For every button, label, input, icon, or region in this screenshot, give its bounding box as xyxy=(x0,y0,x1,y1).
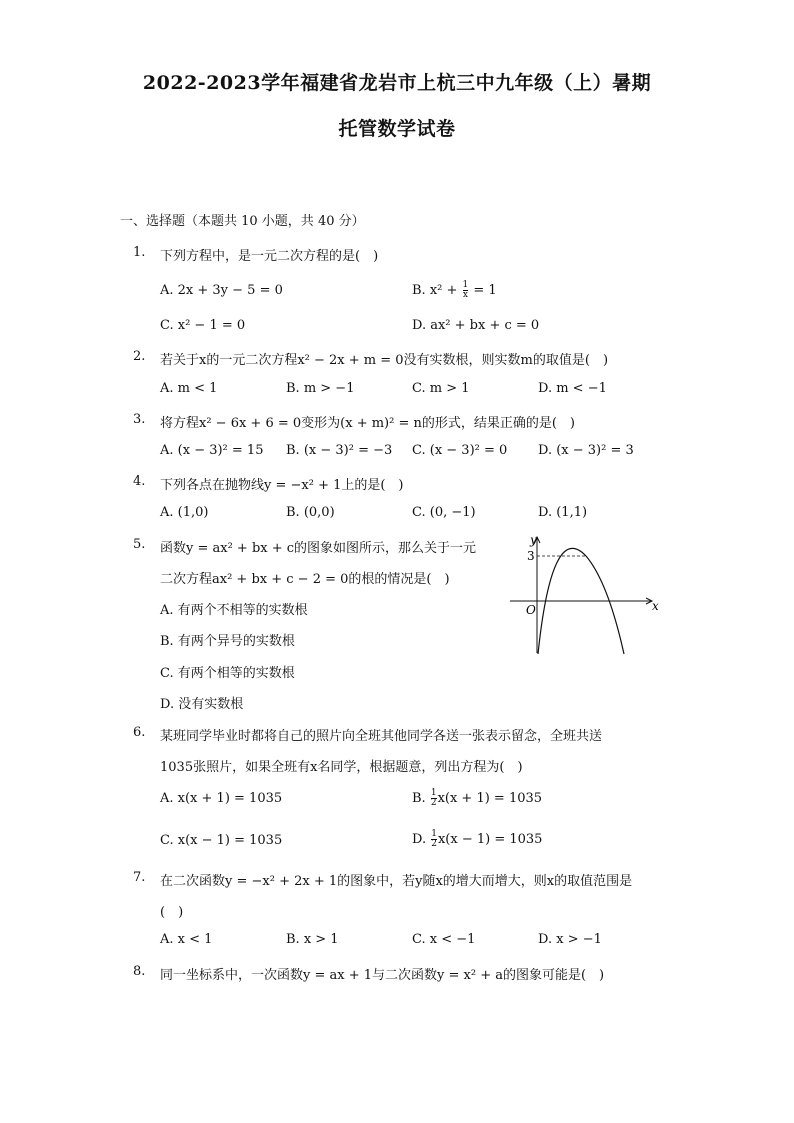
fraction-numerator: 1 xyxy=(431,829,437,839)
fraction xyxy=(431,830,437,849)
option-d: D. 没有实数根 xyxy=(160,697,244,712)
option-b-suffix: x(x + 1) = 1035 xyxy=(437,791,543,806)
option-d-suffix: x(x − 1) = 1035 xyxy=(437,832,543,847)
exam-title-line2: 托管数学试卷 xyxy=(338,118,456,140)
option-b: B. (0,0) xyxy=(286,505,335,520)
peak-value-label: 3 xyxy=(527,549,535,563)
option-b-prefix: B. x² + xyxy=(412,283,462,298)
question-number: 2. xyxy=(133,349,146,364)
option-d: D. (x − 3)² = 3 xyxy=(538,443,634,458)
option-b: B. 有两个异号的实数根 xyxy=(160,634,295,649)
y-axis-label: y xyxy=(530,533,537,547)
option-a: A. 有两个不相等的实数根 xyxy=(160,603,308,618)
question-number: 5. xyxy=(133,537,146,552)
question-text-line1: 某班同学毕业时都将自己的照片向全班其他同学各送一张表示留念，全班共送 xyxy=(160,729,603,744)
option-c: C. x(x − 1) = 1035 xyxy=(160,833,283,848)
option-a: A. (1,0) xyxy=(160,505,209,520)
option-c: C. x² − 1 = 0 xyxy=(160,318,246,333)
question-text: 同一坐标系中，一次函数y = ax + 1与二次函数y = x² + a的图象可能是( ) xyxy=(160,968,605,983)
question-number: 4. xyxy=(133,474,146,489)
fraction-denominator: x xyxy=(462,290,468,300)
question-number: 3. xyxy=(133,412,146,427)
option-a: A. m < 1 xyxy=(160,381,218,396)
option-c: C. x < −1 xyxy=(412,932,476,947)
question-text: 若关于x的一元二次方程x² − 2x + m = 0没有实数根，则实数m的取值是( ) xyxy=(160,353,609,368)
question-number: 1. xyxy=(133,245,146,260)
question-text: 将方程x² − 6x + 6 = 0变形为(x + m)² = n的形式，结果正确的是( ) xyxy=(160,416,576,431)
option-d: D. (1,1) xyxy=(538,505,588,520)
option-a: A. (x − 3)² = 15 xyxy=(160,443,264,458)
option-a: A. x(x + 1) = 1035 xyxy=(160,791,283,806)
question-text-line2: 二次方程ax² + bx + c − 2 = 0的根的情况是( ) xyxy=(160,572,450,587)
option-b-suffix: = 1 xyxy=(469,283,497,298)
option-c: C. (0, −1) xyxy=(412,505,476,520)
section-heading: 一、选择题（本题共 10 小题，共 40 分） xyxy=(120,214,365,229)
parabola-graph xyxy=(500,528,670,658)
option-b: B. m > −1 xyxy=(286,381,355,396)
option-d-prefix: D. xyxy=(412,832,431,847)
option-c: C. 有两个相等的实数根 xyxy=(160,666,295,681)
fraction xyxy=(431,789,437,808)
x-axis-label: x xyxy=(652,599,659,613)
option-a: A. 2x + 3y − 5 = 0 xyxy=(160,283,283,298)
option-b xyxy=(412,789,542,808)
option-c: C. m > 1 xyxy=(412,381,470,396)
question-number: 6. xyxy=(133,725,146,740)
question-number: 8. xyxy=(133,964,146,979)
option-d: D. ax² + bx + c = 0 xyxy=(412,318,540,333)
question-text-line1: 函数y = ax² + bx + c的图象如图所示，那么关于一元 xyxy=(160,541,477,556)
question-text-line1: 在二次函数y = −x² + 2x + 1的图象中，若y随x的增大而增大，则x的取值范围是 xyxy=(160,874,633,889)
option-c: C. (x − 3)² = 0 xyxy=(412,443,508,458)
question-text-line2: 1035张照片，如果全班有x名同学，根据题意，列出方程为( ) xyxy=(160,760,523,775)
question-text: 下列方程中，是一元二次方程的是( ) xyxy=(160,249,379,264)
option-b xyxy=(412,281,497,300)
option-b-prefix: B. xyxy=(412,791,430,806)
fraction-numerator: 1 xyxy=(430,788,437,798)
question-text-line2: ( ) xyxy=(160,905,184,920)
option-d xyxy=(412,830,542,849)
question-number: 7. xyxy=(133,870,146,885)
option-a: A. x < 1 xyxy=(160,932,213,947)
question-text: 下列各点在抛物线y = −x² + 1上的是( ) xyxy=(160,478,404,493)
option-b: B. (x − 3)² = −3 xyxy=(286,443,393,458)
option-b: B. x > 1 xyxy=(286,932,339,947)
option-d: D. m < −1 xyxy=(538,381,607,396)
option-d: D. x > −1 xyxy=(538,932,602,947)
fraction-denominator: 2 xyxy=(431,839,437,849)
exam-title-line1: 2022-2023学年福建省龙岩市上杭三中九年级（上）暑期 xyxy=(142,72,652,94)
fraction-numerator: 1 xyxy=(462,280,469,290)
fraction-denominator: 2 xyxy=(430,798,437,808)
fraction xyxy=(463,281,469,300)
origin-label: O xyxy=(526,603,536,617)
